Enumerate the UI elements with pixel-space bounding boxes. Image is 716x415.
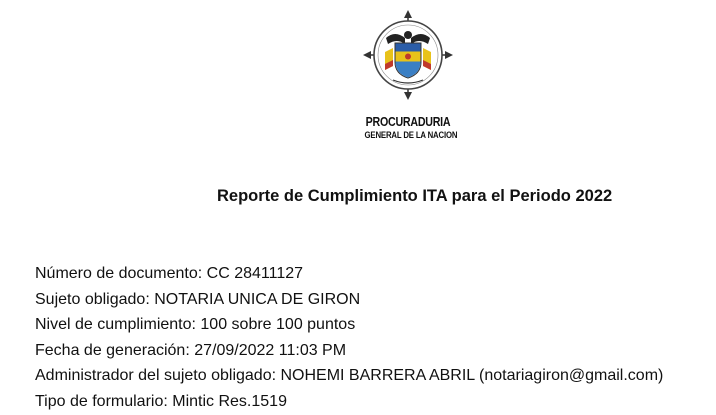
detail-value: NOHEMI BARRERA ABRIL (notariagiron@gmail.com) — [280, 367, 664, 384]
detail-obligated-subject — [35, 287, 663, 313]
detail-generation-date — [35, 338, 663, 364]
detail-compliance-level — [35, 312, 663, 338]
detail-label: Nivel de cumplimiento: — [35, 316, 196, 333]
detail-administrator — [35, 363, 663, 389]
detail-document-number — [35, 261, 663, 287]
report-title: Reporte de Cumplimiento ITA para el Periodo 2022 — [217, 187, 613, 205]
procuraduria-logo — [355, 8, 461, 150]
logo-title: PROCURADURIA — [365, 114, 451, 129]
detail-value: CC 28411127 — [206, 265, 304, 282]
detail-label: Número de documento: — [35, 265, 203, 282]
detail-label: Administrador del sujeto obligado: — [35, 367, 277, 384]
detail-value: NOTARIA UNICA DE GIRON — [154, 290, 361, 308]
detail-value: Mintic Res.1519 — [172, 392, 287, 410]
detail-label: Tipo de formulario: — [35, 392, 168, 410]
detail-value: 27/09/2022 11:03 PM — [194, 341, 347, 359]
detail-value: 100 sobre 100 puntos — [200, 316, 356, 333]
report-details — [35, 261, 663, 414]
detail-label: Sujeto obligado: — [35, 290, 150, 308]
detail-form-type — [35, 389, 663, 415]
detail-label: Fecha de generación: — [35, 341, 190, 359]
logo-subtitle: GENERAL DE LA NACION — [364, 130, 458, 141]
coat-of-arms-emblem — [355, 8, 461, 108]
